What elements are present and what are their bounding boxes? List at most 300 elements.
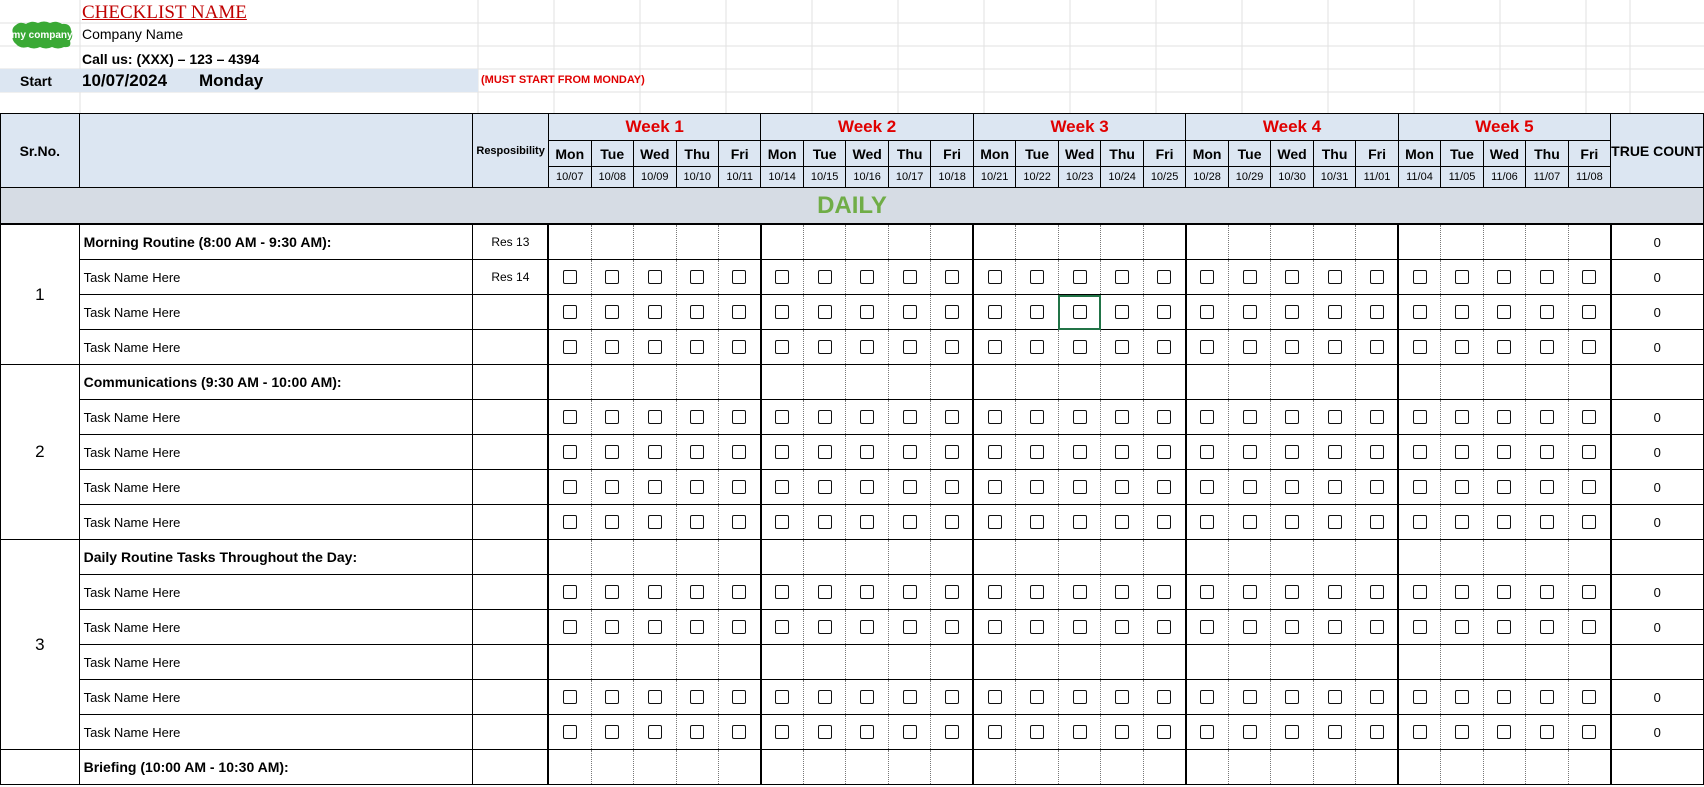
day-cell[interactable] [1143, 330, 1185, 365]
day-cell[interactable] [1143, 400, 1185, 435]
day-cell[interactable] [1228, 224, 1270, 260]
checkbox[interactable] [860, 480, 874, 494]
checkbox[interactable] [1030, 270, 1044, 284]
checkbox[interactable] [1115, 410, 1129, 424]
checkbox[interactable] [1200, 445, 1214, 459]
checkbox[interactable] [732, 585, 746, 599]
day-cell[interactable] [1058, 540, 1101, 575]
checkbox[interactable] [1200, 725, 1214, 739]
day-cell[interactable] [1186, 750, 1229, 785]
day-cell[interactable] [803, 435, 845, 470]
day-cell[interactable] [1568, 750, 1610, 785]
checkbox[interactable] [903, 340, 917, 354]
day-cell[interactable] [1398, 470, 1441, 505]
checkbox[interactable] [1285, 690, 1299, 704]
day-cell[interactable] [973, 645, 1016, 680]
checkbox[interactable] [945, 410, 959, 424]
checkbox[interactable] [1413, 305, 1427, 319]
day-cell[interactable] [1228, 365, 1270, 400]
checkbox[interactable] [775, 480, 789, 494]
checkbox[interactable] [732, 340, 746, 354]
responsibility-cell[interactable] [473, 330, 549, 365]
day-cell[interactable] [1186, 330, 1229, 365]
checkbox[interactable] [775, 585, 789, 599]
day-cell[interactable] [846, 540, 889, 575]
day-cell[interactable] [888, 505, 930, 540]
checkbox[interactable] [903, 270, 917, 284]
checkbox[interactable] [1157, 340, 1171, 354]
day-cell[interactable] [548, 715, 591, 750]
day-cell[interactable] [1016, 715, 1058, 750]
day-cell[interactable] [1441, 435, 1483, 470]
day-cell[interactable] [1398, 400, 1441, 435]
checkbox[interactable] [1157, 620, 1171, 634]
checkbox[interactable] [732, 480, 746, 494]
checkbox[interactable] [605, 340, 619, 354]
checkbox[interactable] [775, 270, 789, 284]
checkbox[interactable] [1073, 270, 1087, 284]
checkbox[interactable] [1115, 585, 1129, 599]
day-cell[interactable] [1526, 505, 1568, 540]
day-cell[interactable] [718, 295, 760, 330]
day-cell[interactable] [803, 260, 845, 295]
group-title[interactable]: Briefing (10:00 AM - 10:30 AM): [79, 750, 473, 785]
day-cell[interactable] [846, 470, 889, 505]
day-cell[interactable] [1313, 715, 1355, 750]
day-cell[interactable] [973, 330, 1016, 365]
day-cell[interactable] [1143, 435, 1185, 470]
day-cell[interactable] [1441, 680, 1483, 715]
checkbox[interactable] [605, 585, 619, 599]
day-cell[interactable] [888, 260, 930, 295]
day-cell[interactable] [1398, 365, 1441, 400]
checkbox[interactable] [1200, 480, 1214, 494]
day-cell[interactable] [633, 610, 676, 645]
checkbox[interactable] [988, 270, 1002, 284]
checkbox[interactable] [648, 515, 662, 529]
day-cell[interactable] [1526, 575, 1568, 610]
day-cell[interactable] [1526, 400, 1568, 435]
day-cell[interactable] [633, 365, 676, 400]
day-cell[interactable] [1356, 400, 1398, 435]
day-cell[interactable] [1271, 295, 1314, 330]
checkbox[interactable] [1030, 690, 1044, 704]
checkbox[interactable] [690, 410, 704, 424]
checkbox[interactable] [1540, 690, 1554, 704]
checkbox[interactable] [1157, 410, 1171, 424]
checkbox[interactable] [1370, 305, 1384, 319]
checkbox[interactable] [605, 515, 619, 529]
checkbox[interactable] [1540, 620, 1554, 634]
checkbox[interactable] [1073, 305, 1087, 319]
day-cell[interactable] [1568, 330, 1610, 365]
checkbox[interactable] [1540, 725, 1554, 739]
checkbox[interactable] [1285, 445, 1299, 459]
checkbox[interactable] [1285, 340, 1299, 354]
checkbox[interactable] [1157, 515, 1171, 529]
checkbox[interactable] [1285, 305, 1299, 319]
day-cell[interactable] [676, 260, 718, 295]
day-cell[interactable] [1101, 715, 1143, 750]
day-cell[interactable] [548, 400, 591, 435]
checkbox[interactable] [648, 585, 662, 599]
day-cell[interactable] [1058, 365, 1101, 400]
day-cell[interactable] [1356, 470, 1398, 505]
checkbox[interactable] [988, 410, 1002, 424]
day-cell[interactable] [931, 575, 973, 610]
day-cell[interactable] [1271, 540, 1314, 575]
day-cell[interactable] [888, 750, 930, 785]
day-cell[interactable] [1016, 645, 1058, 680]
day-cell[interactable] [888, 330, 930, 365]
day-cell[interactable] [548, 610, 591, 645]
checkbox[interactable] [563, 410, 577, 424]
day-cell[interactable] [931, 224, 973, 260]
day-cell[interactable] [1483, 715, 1526, 750]
checkbox[interactable] [605, 480, 619, 494]
day-cell[interactable] [803, 224, 845, 260]
day-cell[interactable] [1526, 295, 1568, 330]
checkbox[interactable] [1582, 515, 1596, 529]
day-cell[interactable] [591, 680, 633, 715]
day-cell[interactable] [1271, 645, 1314, 680]
day-cell[interactable] [591, 575, 633, 610]
checkbox[interactable] [1115, 690, 1129, 704]
day-cell[interactable] [1313, 680, 1355, 715]
day-cell[interactable] [548, 645, 591, 680]
checkbox[interactable] [1455, 725, 1469, 739]
day-cell[interactable] [1398, 750, 1441, 785]
checkbox[interactable] [775, 725, 789, 739]
day-cell[interactable] [1271, 470, 1314, 505]
checkbox[interactable] [563, 620, 577, 634]
day-cell[interactable] [761, 224, 804, 260]
responsibility-cell[interactable] [473, 610, 549, 645]
checkbox[interactable] [860, 725, 874, 739]
checkbox[interactable] [1073, 340, 1087, 354]
day-cell[interactable] [803, 540, 845, 575]
day-cell[interactable] [718, 505, 760, 540]
checkbox[interactable] [988, 305, 1002, 319]
day-cell[interactable] [676, 575, 718, 610]
day-cell[interactable] [1016, 470, 1058, 505]
checkbox[interactable] [860, 445, 874, 459]
day-cell[interactable] [591, 224, 633, 260]
day-cell[interactable] [1313, 750, 1355, 785]
checkbox[interactable] [1200, 340, 1214, 354]
day-cell[interactable] [1441, 330, 1483, 365]
day-cell[interactable] [846, 224, 889, 260]
day-cell[interactable] [718, 540, 760, 575]
day-cell[interactable] [1058, 224, 1101, 260]
day-cell[interactable] [1526, 680, 1568, 715]
day-cell[interactable] [1228, 330, 1270, 365]
day-cell[interactable] [1058, 470, 1101, 505]
day-cell[interactable] [718, 750, 760, 785]
phone-number[interactable]: Call us: (XXX) – 123 – 4394 [82, 51, 260, 67]
day-cell[interactable] [888, 470, 930, 505]
day-cell[interactable] [888, 715, 930, 750]
day-cell[interactable] [846, 505, 889, 540]
responsibility-cell[interactable] [473, 365, 549, 400]
day-cell[interactable] [1058, 610, 1101, 645]
day-cell[interactable] [1228, 540, 1270, 575]
day-cell[interactable] [846, 400, 889, 435]
day-cell[interactable] [888, 295, 930, 330]
checkbox[interactable] [1157, 270, 1171, 284]
checkbox[interactable] [1157, 445, 1171, 459]
checkbox[interactable] [988, 725, 1002, 739]
checkbox[interactable] [945, 445, 959, 459]
checkbox[interactable] [818, 515, 832, 529]
day-cell[interactable] [1228, 295, 1270, 330]
checkbox[interactable] [1285, 270, 1299, 284]
day-cell[interactable] [676, 610, 718, 645]
checkbox[interactable] [860, 620, 874, 634]
checkbox[interactable] [1497, 445, 1511, 459]
day-cell[interactable] [1271, 575, 1314, 610]
checkbox[interactable] [1540, 515, 1554, 529]
day-cell[interactable] [1143, 505, 1185, 540]
day-cell[interactable] [1228, 470, 1270, 505]
checkbox[interactable] [860, 515, 874, 529]
day-cell[interactable] [1398, 260, 1441, 295]
checkbox[interactable] [563, 515, 577, 529]
checkbox[interactable] [648, 620, 662, 634]
day-cell[interactable] [1441, 505, 1483, 540]
checkbox[interactable] [648, 725, 662, 739]
checkbox[interactable] [1115, 620, 1129, 634]
checkbox[interactable] [605, 270, 619, 284]
day-cell[interactable] [1313, 505, 1355, 540]
day-cell[interactable] [1313, 435, 1355, 470]
day-cell[interactable] [1483, 575, 1526, 610]
checkbox[interactable] [732, 515, 746, 529]
checkbox[interactable] [690, 690, 704, 704]
day-cell[interactable] [1058, 295, 1101, 330]
checkbox[interactable] [1582, 305, 1596, 319]
checkbox[interactable] [1582, 690, 1596, 704]
checkbox[interactable] [1073, 480, 1087, 494]
checkbox[interactable] [1157, 690, 1171, 704]
day-cell[interactable] [1101, 610, 1143, 645]
day-cell[interactable] [1143, 610, 1185, 645]
day-cell[interactable] [1058, 680, 1101, 715]
day-cell[interactable] [1398, 540, 1441, 575]
day-cell[interactable] [1356, 260, 1398, 295]
day-cell[interactable] [718, 470, 760, 505]
checkbox[interactable] [1370, 445, 1384, 459]
day-cell[interactable] [591, 400, 633, 435]
checkbox[interactable] [690, 725, 704, 739]
day-cell[interactable] [1271, 610, 1314, 645]
responsibility-cell[interactable]: Res 14 [473, 260, 549, 295]
day-cell[interactable] [931, 365, 973, 400]
day-cell[interactable] [1016, 610, 1058, 645]
checkbox[interactable] [690, 270, 704, 284]
day-cell[interactable] [846, 645, 889, 680]
checkbox[interactable] [563, 445, 577, 459]
day-cell[interactable] [1016, 505, 1058, 540]
checkbox[interactable] [775, 340, 789, 354]
day-cell[interactable] [803, 470, 845, 505]
day-cell[interactable] [846, 260, 889, 295]
day-cell[interactable] [1568, 400, 1610, 435]
checkbox[interactable] [1455, 340, 1469, 354]
day-cell[interactable] [1016, 330, 1058, 365]
day-cell[interactable] [1228, 505, 1270, 540]
checkbox[interactable] [563, 690, 577, 704]
day-cell[interactable] [973, 610, 1016, 645]
day-cell[interactable] [1186, 295, 1229, 330]
checkbox[interactable] [1243, 725, 1257, 739]
day-cell[interactable] [1526, 224, 1568, 260]
responsibility-cell[interactable] [473, 435, 549, 470]
checkbox[interactable] [1285, 620, 1299, 634]
day-cell[interactable] [1568, 365, 1610, 400]
day-cell[interactable] [761, 330, 804, 365]
day-cell[interactable] [1058, 575, 1101, 610]
day-cell[interactable] [1143, 680, 1185, 715]
checkbox[interactable] [1030, 340, 1044, 354]
checkbox[interactable] [563, 305, 577, 319]
day-cell[interactable] [1186, 224, 1229, 260]
checkbox[interactable] [690, 445, 704, 459]
day-cell[interactable] [591, 435, 633, 470]
day-cell[interactable] [1186, 505, 1229, 540]
checkbox[interactable] [903, 480, 917, 494]
day-cell[interactable] [973, 295, 1016, 330]
checkbox[interactable] [1455, 585, 1469, 599]
checkbox[interactable] [1030, 480, 1044, 494]
checkbox[interactable] [1328, 305, 1342, 319]
day-cell[interactable] [1228, 750, 1270, 785]
day-cell[interactable] [761, 470, 804, 505]
checkbox[interactable] [690, 620, 704, 634]
day-cell[interactable] [846, 330, 889, 365]
day-cell[interactable] [1186, 400, 1229, 435]
day-cell[interactable] [1356, 680, 1398, 715]
day-cell[interactable] [1143, 575, 1185, 610]
checkbox[interactable] [1582, 725, 1596, 739]
checkbox[interactable] [860, 690, 874, 704]
day-cell[interactable] [1568, 470, 1610, 505]
day-cell[interactable] [1398, 610, 1441, 645]
day-cell[interactable] [761, 505, 804, 540]
checkbox[interactable] [1413, 445, 1427, 459]
day-cell[interactable] [973, 715, 1016, 750]
checkbox[interactable] [1413, 410, 1427, 424]
day-cell[interactable] [846, 680, 889, 715]
day-cell[interactable] [1058, 505, 1101, 540]
checkbox[interactable] [1328, 445, 1342, 459]
day-cell[interactable] [633, 435, 676, 470]
checkbox[interactable] [1455, 515, 1469, 529]
task-name-cell[interactable]: Task Name Here [79, 400, 473, 435]
day-cell[interactable] [888, 365, 930, 400]
checkbox[interactable] [775, 690, 789, 704]
day-cell[interactable] [1568, 610, 1610, 645]
checkbox[interactable] [1582, 480, 1596, 494]
day-cell[interactable] [1186, 365, 1229, 400]
day-cell[interactable] [1016, 400, 1058, 435]
day-cell[interactable] [676, 365, 718, 400]
task-name-cell[interactable]: Task Name Here [79, 715, 473, 750]
day-cell[interactable] [1526, 330, 1568, 365]
day-cell[interactable] [1101, 435, 1143, 470]
day-cell[interactable] [931, 610, 973, 645]
day-cell[interactable] [1186, 680, 1229, 715]
day-cell[interactable] [1441, 540, 1483, 575]
day-cell[interactable] [1101, 260, 1143, 295]
day-cell[interactable] [1271, 750, 1314, 785]
day-cell[interactable] [1356, 750, 1398, 785]
checkbox[interactable] [1030, 445, 1044, 459]
day-cell[interactable] [676, 680, 718, 715]
sr-no-cell[interactable] [1, 750, 80, 785]
day-cell[interactable] [1356, 505, 1398, 540]
day-cell[interactable] [846, 750, 889, 785]
day-cell[interactable] [1356, 575, 1398, 610]
day-cell[interactable] [1228, 400, 1270, 435]
day-cell[interactable] [1313, 260, 1355, 295]
checkbox[interactable] [1115, 445, 1129, 459]
responsibility-cell[interactable] [473, 575, 549, 610]
day-cell[interactable] [1483, 365, 1526, 400]
day-cell[interactable] [1356, 610, 1398, 645]
responsibility-cell[interactable]: Res 13 [473, 224, 549, 260]
day-cell[interactable] [761, 540, 804, 575]
day-cell[interactable] [676, 540, 718, 575]
checkbox[interactable] [1370, 690, 1384, 704]
day-cell[interactable] [548, 330, 591, 365]
checkbox[interactable] [988, 690, 1002, 704]
day-cell[interactable] [1186, 540, 1229, 575]
day-cell[interactable] [1143, 365, 1185, 400]
day-cell[interactable] [1526, 645, 1568, 680]
day-cell[interactable] [803, 750, 845, 785]
day-cell[interactable] [676, 330, 718, 365]
day-cell[interactable] [1441, 224, 1483, 260]
checkbox[interactable] [1497, 620, 1511, 634]
day-cell[interactable] [973, 505, 1016, 540]
checkbox[interactable] [775, 620, 789, 634]
day-cell[interactable] [1271, 224, 1314, 260]
checkbox[interactable] [945, 340, 959, 354]
day-cell[interactable] [1356, 435, 1398, 470]
checkbox[interactable] [1200, 410, 1214, 424]
day-cell[interactable] [1398, 330, 1441, 365]
checkbox[interactable] [1157, 585, 1171, 599]
day-cell[interactable] [633, 330, 676, 365]
day-cell[interactable] [718, 330, 760, 365]
day-cell[interactable] [803, 645, 845, 680]
day-cell[interactable] [718, 715, 760, 750]
day-cell[interactable] [676, 435, 718, 470]
task-name-cell[interactable]: Task Name Here [79, 435, 473, 470]
checkbox[interactable] [775, 305, 789, 319]
checkbox[interactable] [648, 270, 662, 284]
day-cell[interactable] [1441, 470, 1483, 505]
checkbox[interactable] [1073, 515, 1087, 529]
day-cell[interactable] [1313, 575, 1355, 610]
day-cell[interactable] [1143, 750, 1185, 785]
checkbox[interactable] [818, 690, 832, 704]
day-cell[interactable] [1483, 680, 1526, 715]
day-cell[interactable] [633, 715, 676, 750]
day-cell[interactable] [888, 645, 930, 680]
day-cell[interactable] [803, 330, 845, 365]
